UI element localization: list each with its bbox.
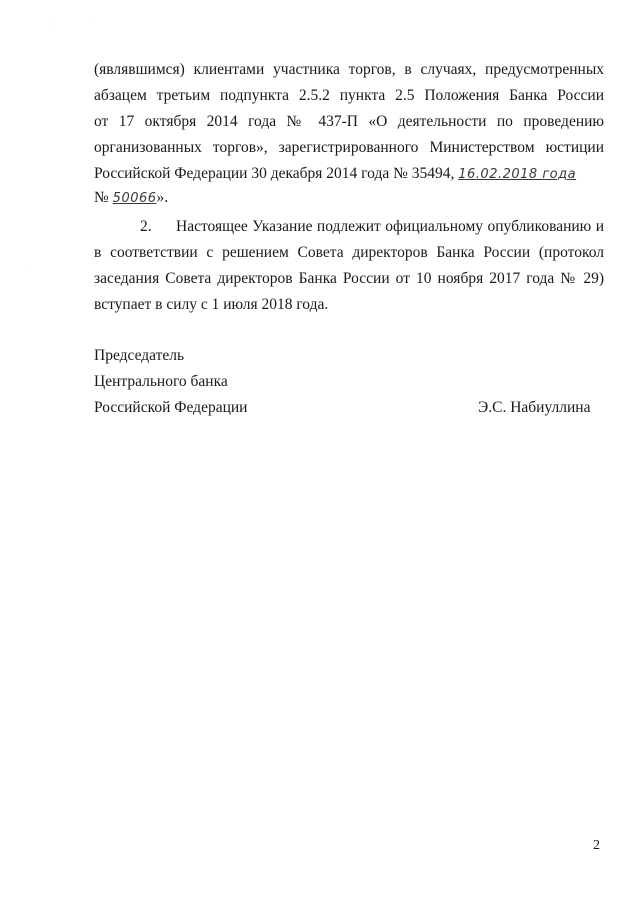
paragraph-1-line-4: организованных торгов», зарегистрированного Министерством юстиции: [94, 139, 604, 156]
handwritten-registration-number: 50066: [112, 191, 157, 206]
paragraph-1-line-3: от 17 октября 2014 года № 437-П «О деятельности по проведению: [94, 113, 604, 130]
paragraph-1-line-5: [94, 164, 604, 185]
number-sign: №: [94, 189, 109, 206]
page-number: 2: [593, 838, 600, 853]
paragraph-2-line-2: в соответствии с решением Совета директоров Банка России (протокол: [94, 244, 604, 261]
scan-speck: ·: [48, 22, 50, 28]
paragraph-2-line-1: [140, 217, 604, 237]
signature-title-line-1: Председатель: [94, 347, 185, 364]
paragraph-1-line-1: (являвшимся) клиентами участника торгов, в случаях, предусмотренных: [94, 61, 604, 78]
paragraph-2-line-3: заседания Совета директоров Банка России от 10 ноября 2017 года № 29): [94, 270, 604, 287]
signature-title-line-2: Центрального банка: [94, 373, 228, 390]
paragraph-2-line-4: вступает в силу с 1 июля 2018 года.: [94, 296, 329, 313]
paragraph-1-line-2: абзацем третьим подпункта 2.5.2 пункта 2.5 Положения Банка России: [94, 87, 604, 104]
paragraph-1-line-6: [94, 188, 604, 209]
handwritten-registration-date: 16.02.2018 года: [458, 167, 577, 182]
signatory-name: Э.С. Набиуллина: [478, 399, 591, 416]
signature-title-line-3: Российской Федерации: [94, 399, 248, 416]
closing-quote: ».: [156, 189, 169, 206]
paragraph-2-line-1-text: Настоящее Указание подлежит официальному опубликованию и: [176, 218, 604, 235]
scan-speck: ·: [92, 18, 94, 24]
paragraph-1-line-5-text: Российской Федерации 30 декабря 2014 года № 35494,: [94, 165, 455, 182]
paragraph-2-number: 2.: [140, 218, 152, 235]
scan-speck: ·: [24, 264, 26, 270]
